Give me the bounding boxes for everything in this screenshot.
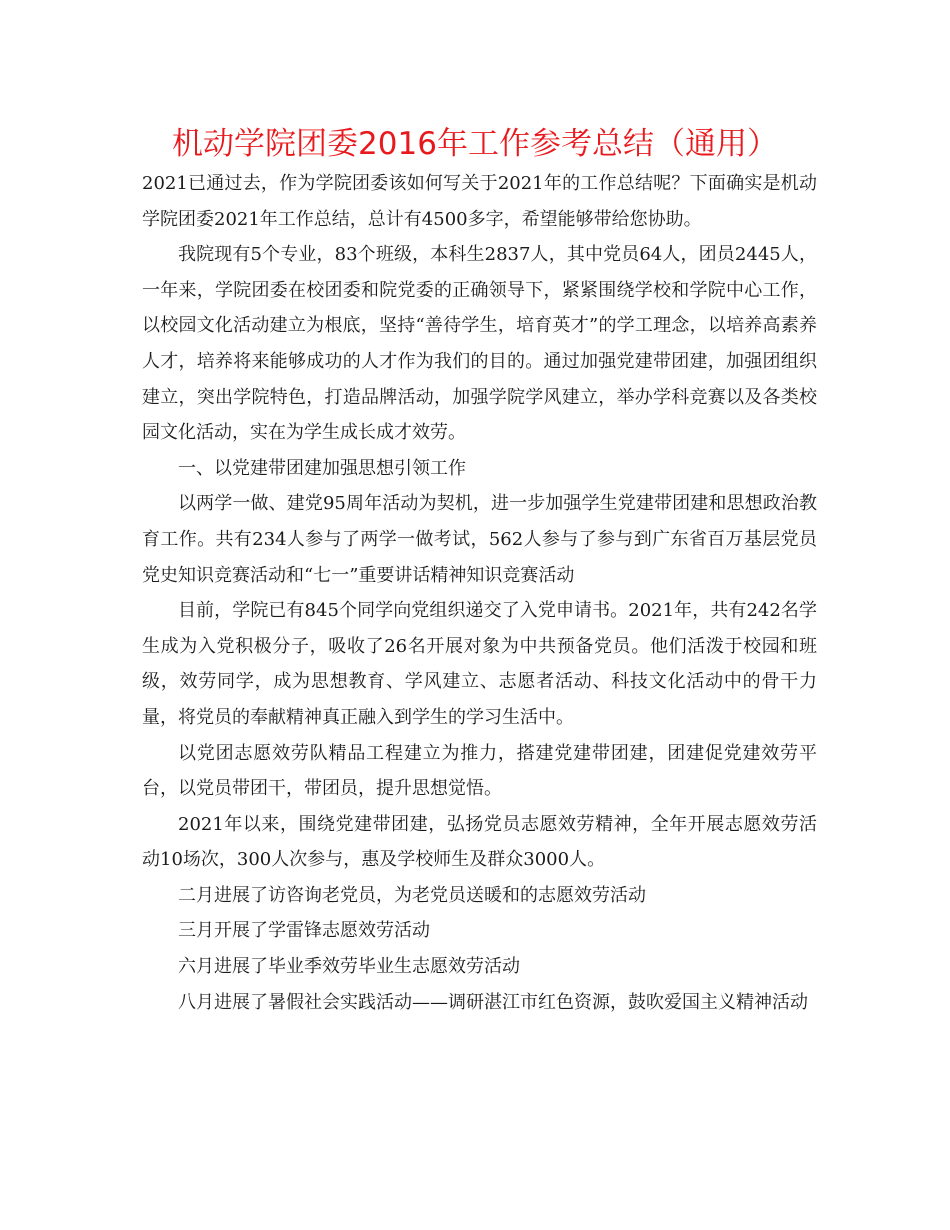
overview-paragraph: 我院现有5个专业，83个班级，本科生2837人，其中党员64人，团员2445人，一年来，学院团委在校团委和院党委的正确领导下，紧紧围绕学校和学院中心工作，以校园文化活动建立为根底，坚持“善待学生，培育英才”的学工理念，以培养高素养人才，培养将来能够成功的人才作为我们的目的。通过加强党建带团建，加强团组织建立，突出学院特色，打造品牌活动，加强学院学风建立，举办学科竞赛以及各类校园文化活动，实在为学生成长成才效劳。 <box>142 244 817 444</box>
body-paragraph: 目前，学院已有845个同学向党组织递交了入党申请书。2021年，共有242名学生成为入党积极分子，吸收了26名开展对象为中共预备党员。他们活泼于校园和班级，效劳同学，成为思想教育、学风建立、志愿者活动、科技文化活动中的骨干力量，将党员的奉献精神真正融入到学生的学习生活中。 <box>142 600 817 728</box>
body-paragraph: 2021年以来，围绕党建带团建，弘扬党员志愿效劳精神，全年开展志愿效劳活动10场次，300人次参与，惠及学校师生及群众3000人。 <box>142 813 817 871</box>
activity-item: 二月进展了访咨询老党员，为老党员送暖和的志愿效劳活动 <box>178 884 646 906</box>
activity-item: 六月进展了毕业季效劳毕业生志愿效劳活动 <box>178 956 520 978</box>
document-body <box>142 166 817 1020</box>
intro-paragraph: 2021已通过去，作为学院团委该如何写关于2021年的工作总结呢？下面确实是机动学院团委2021年工作总结，总计有4500多字，希望能够带给您协助。 <box>142 173 817 230</box>
activity-item: 八月进展了暑假社会实践活动——调研湛江市红色资源，鼓吹爱国主义精神活动 <box>178 991 808 1013</box>
body-paragraph: 以两学一做、建党95周年活动为契机，进一步加强学生党建带团建和思想政治教育工作。共有234人参与了两学一做考试，562人参与了参与到广东省百万基层党员党史知识竞赛活动和“七一”重要讲话精神知识竞赛活动 <box>142 493 817 586</box>
section-heading-1: 一、以党建带团建加强思想引领工作 <box>178 457 466 479</box>
activity-item: 三月开展了学雷锋志愿效劳活动 <box>178 920 430 942</box>
document-title: 机动学院团委2016年工作参考总结（通用） <box>172 126 778 162</box>
body-paragraph: 以党团志愿效劳队精品工程建立为推力，搭建党建带团建，团建促党建效劳平台，以党员带团干，带团员，提升思想觉悟。 <box>142 742 817 800</box>
